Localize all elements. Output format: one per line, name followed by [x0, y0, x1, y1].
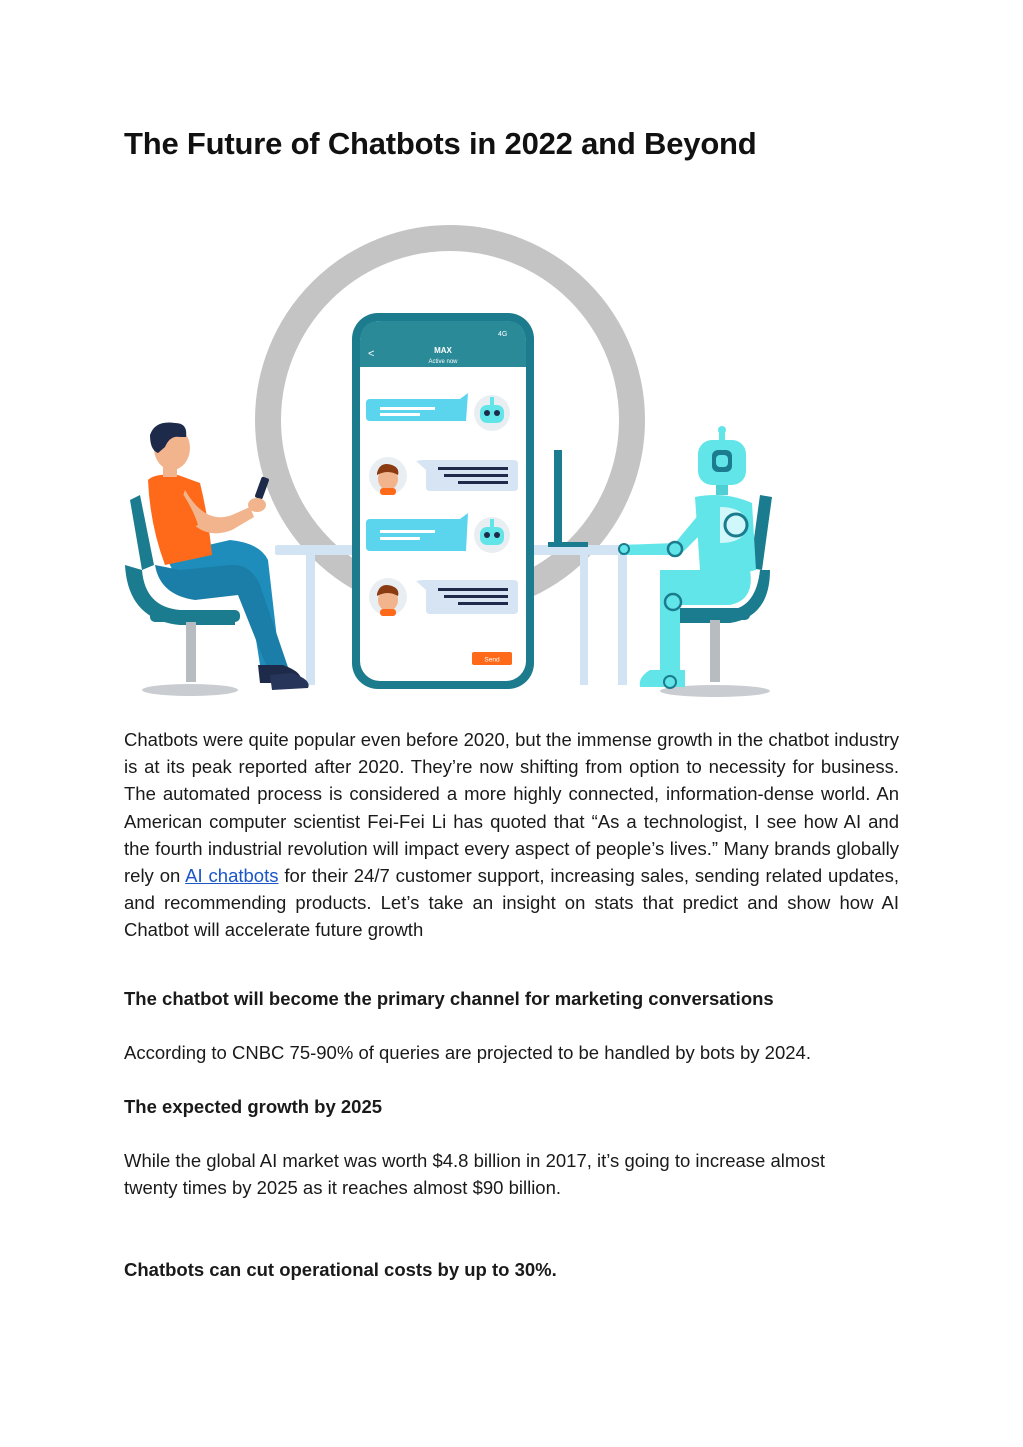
section-heading-operational-costs: Chatbots can cut operational costs by up to 30%. — [124, 1259, 557, 1280]
section-text-ai-market: While the global AI market was worth $4.8 billion in 2017, it’s going to increase almost twenty times by 2025 as it reaches almost $90 billion. — [124, 1150, 825, 1199]
section-text-cnbc: According to CNBC 75-90% of queries are projected to be handled by bots by 2024. — [124, 1042, 811, 1063]
section-heading-growth-2025: The expected growth by 2025 — [124, 1096, 383, 1117]
send-button-label: Send — [484, 656, 500, 664]
chatbot-illustration — [120, 225, 800, 705]
section-heading-primary-channel: The chatbot will become the primary channel for marketing conversations — [124, 988, 774, 1009]
phone-back-icon: < — [368, 348, 375, 360]
intro-paragraph — [124, 726, 899, 944]
ai-chatbots-link[interactable]: AI chatbots — [185, 865, 279, 887]
phone-mockup — [352, 313, 534, 689]
phone-header-status: Active now — [428, 359, 458, 365]
intro-text-start: Chatbots were quite popular even before 2020, but the immense growth in the chatbot industry is at its peak reported after 2020. They’re now shifting from option to necessity for business. The automated process is considered a more highly connected, information-dense world. An American computer scientist Fei-Fei Li has quoted that “As a technologist, I see how AI and the fourth industrial revolution will impact every aspect of people’s lives.” Many brands globally rely on — [124, 729, 899, 887]
phone-header-name: MAX — [434, 346, 452, 355]
page-title: The Future of Chatbots in 2022 and Beyond — [124, 126, 757, 161]
phone-status-bar: 4G — [498, 331, 508, 338]
intro-text-end: for their 24/7 customer support, increasing sales, sending related updates, and recommending products. Let’s take an insight on stats that predict and show how AI Chatbot will accelerate future growth — [124, 865, 899, 941]
